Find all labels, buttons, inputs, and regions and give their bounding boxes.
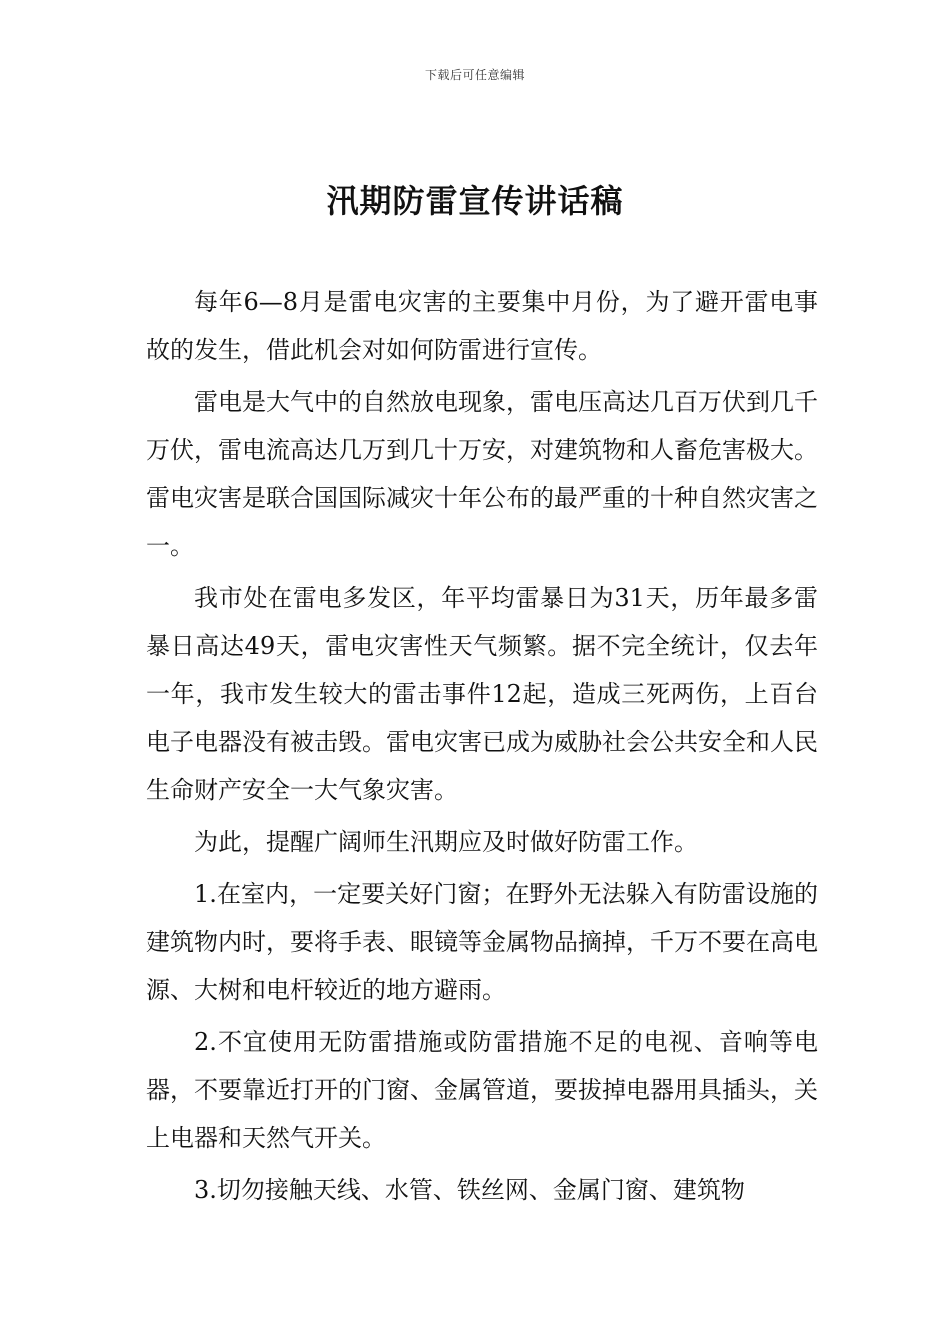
paragraph: 1.在室内，一定要关好门窗；在野外无法躲入有防雷设施的建筑物内时，要将手表、眼镜等金属物品摘掉，千万不要在高电源、大树和电杆较近的地方避雨。 [146,880,818,1004]
paragraph: 3.切勿接触天线、水管、铁丝网、金属门窗、建筑物 [194,1176,745,1204]
page-title: 汛期防雷宣传讲话稿 [326,182,624,220]
paragraph: 我市处在雷电多发区，年平均雷暴日为31天，历年最多雷暴日高达49天，雷电灾害性天气频繁。据不完全统计，仅去年一年，我市发生较大的雷击事件12起，造成三死两伤，上百台电子电器没有被击毁。雷电灾害已成为威胁社会公共安全和人民生命财产安全一大气象灾害。 [146,584,818,804]
header-note: 下载后可任意编辑 [424,68,525,82]
paragraph: 每年6—8月是雷电灾害的主要集中月份，为了避开雷电事故的发生，借此机会对如何防雷进行宣传。 [146,288,818,364]
paragraph: 2.不宜使用无防雷措施或防雷措施不足的电视、音响等电器，不要靠近打开的门窗、金属管道，要拔掉电器用具插头，关上电器和天然气开关。 [146,1028,818,1152]
document-body [146,278,818,1218]
paragraph: 雷电是大气中的自然放电现象，雷电压高达几百万伏到几千万伏，雷电流高达几万到几十万安，对建筑物和人畜危害极大。雷电灾害是联合国国际减灾十年公布的最严重的十种自然灾害之一。 [146,388,818,560]
paragraph: 为此，提醒广阔师生汛期应及时做好防雷工作。 [194,828,698,856]
